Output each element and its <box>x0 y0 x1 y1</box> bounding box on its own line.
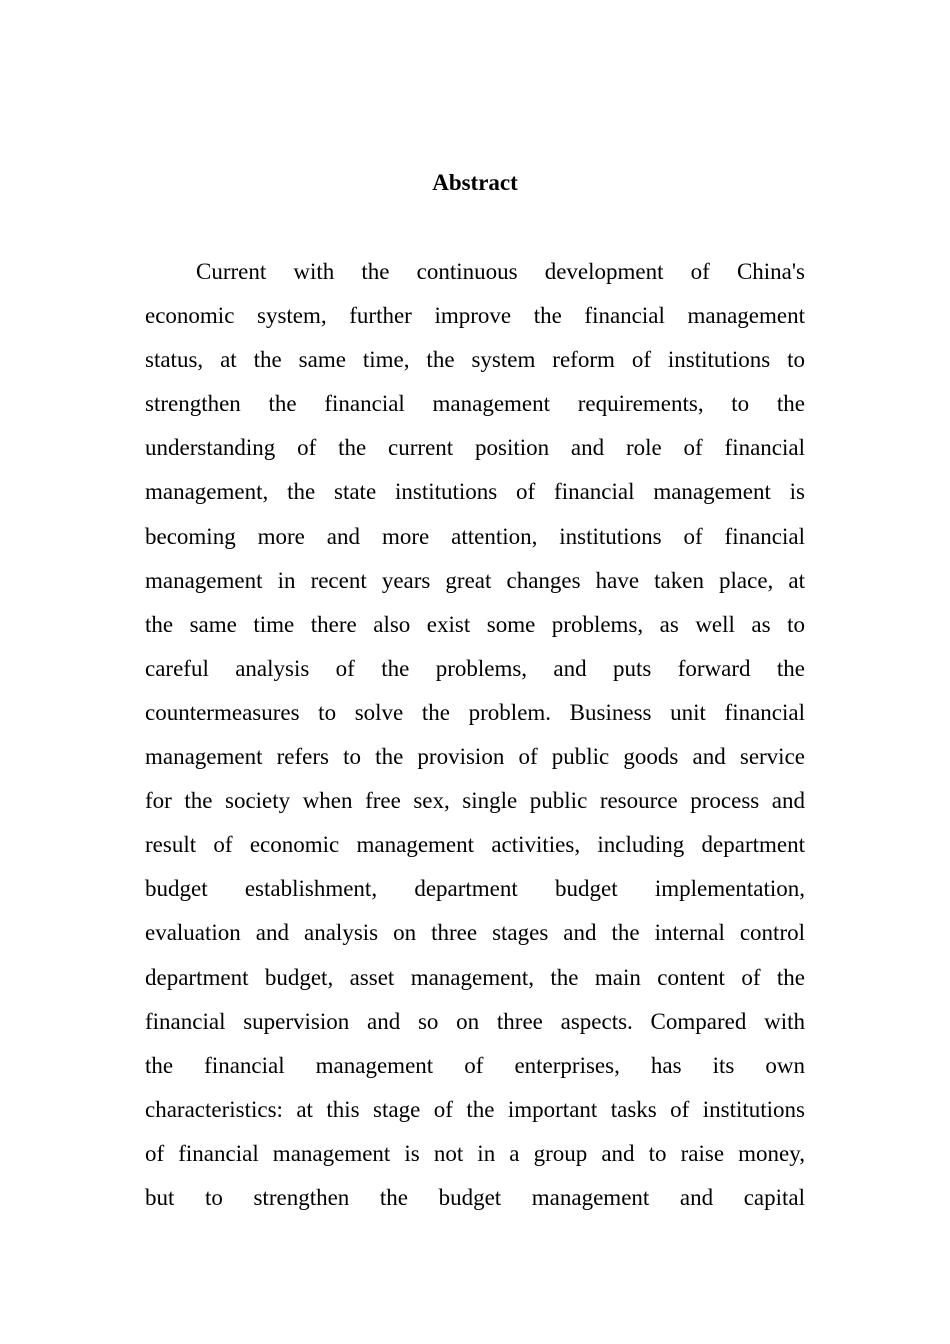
body-line: economic system, further improve the financial management <box>145 303 805 329</box>
body-line: understanding of the current position and role of financial <box>145 435 805 461</box>
body-line: financial supervision and so on three aspects. Compared with <box>145 1008 805 1034</box>
body-line: characteristics: at this stage of the important tasks of institutions <box>145 1096 805 1122</box>
body-line: the same time there also exist some problems, as well as to <box>145 611 805 637</box>
body-line: budget establishment, department budget implementation, <box>145 876 805 902</box>
abstract-title: Abstract <box>432 170 518 195</box>
body-line: of financial management is not in a group and to raise money, <box>145 1140 805 1166</box>
body-line: but to strengthen the budget management and capital <box>145 1184 805 1210</box>
body-line: countermeasures to solve the problem. Business unit financial <box>145 699 805 725</box>
body-line: management in recent years great changes have taken place, at <box>145 567 805 593</box>
body-line: management refers to the provision of public goods and service <box>145 744 805 770</box>
body-line: result of economic management activities, including department <box>145 832 805 858</box>
abstract-body <box>145 250 805 1220</box>
body-line: the financial management of enterprises, has its own <box>145 1052 805 1078</box>
body-line: careful analysis of the problems, and puts forward the <box>145 655 805 681</box>
body-line: evaluation and analysis on three stages and the internal control <box>145 920 805 946</box>
body-line: strengthen the financial management requirements, to the <box>145 391 805 417</box>
body-line: for the society when free sex, single public resource process and <box>145 788 805 814</box>
body-line: management, the state institutions of financial management is <box>145 479 805 505</box>
body-line: department budget, asset management, the main content of the <box>145 964 805 990</box>
body-line: status, at the same time, the system reform of institutions to <box>145 347 805 373</box>
body-line: becoming more and more attention, institutions of financial <box>145 523 805 549</box>
body-line: Current with the continuous development of China's <box>196 259 805 284</box>
